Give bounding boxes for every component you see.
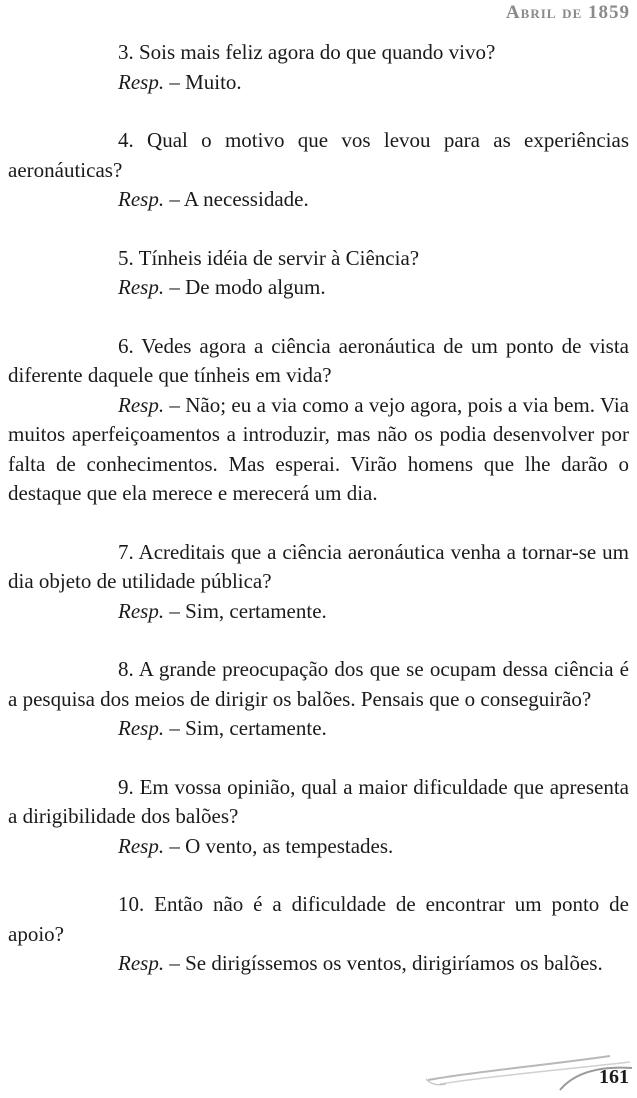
question-text: 4. Qual o motivo que vos levou para as experiências aeronáuticas? [8, 128, 629, 182]
answer-text: – Não; eu a via como a vejo agora, pois a via bem. Via muitos aperfeiçoamentos a introduzir, mas não os podia desenvolver por falta de conhecimentos. Mas esperai. Virão homens que lhe darão o destaque que ela merece e merecerá um dia. [8, 392, 629, 505]
question-text: 5. Tínheis idéia de servir à Ciência? [118, 245, 420, 270]
answer-paragraph [8, 273, 629, 303]
qa-item-4 [8, 126, 629, 215]
answer-text: – Se dirigíssemos os ventos, dirigiríamos os balões. [164, 951, 603, 975]
question-text: 3. Sois mais feliz agora do que quando vivo? [118, 40, 496, 64]
resp-label: Resp. [118, 69, 165, 94]
answer-paragraph [8, 185, 629, 215]
qa-item-8 [8, 655, 629, 744]
question-text: 6. Vedes agora a ciência aeronáutica de um ponto de vista diferente daquele que tínheis em vida? [8, 333, 629, 387]
running-head: Abril de 1859 [505, 2, 630, 23]
answer-text: – De modo algum. [164, 275, 326, 299]
answer-paragraph [8, 949, 629, 979]
qa-item-7 [8, 538, 629, 627]
answer-text: – Sim, certamente. [164, 598, 327, 623]
page-body [8, 38, 629, 1008]
qa-item-9 [8, 773, 629, 862]
resp-label: Resp. [118, 951, 165, 975]
resp-label: Resp. [118, 716, 165, 740]
answer-text: – Sim, certamente. [164, 716, 327, 740]
answer-text: – Muito. [164, 69, 242, 94]
answer-text: – O vento, as tempestades. [164, 833, 394, 858]
page-number: 161 [599, 1066, 629, 1088]
qa-item-6 [8, 332, 629, 509]
answer-paragraph [8, 68, 629, 98]
question-text: 10. Então não é a dificuldade de encontrar um ponto de apoio? [8, 892, 629, 946]
resp-label: Resp. [118, 187, 165, 211]
page-footer [0, 1046, 637, 1098]
answer-paragraph [8, 391, 629, 509]
resp-label: Resp. [118, 392, 165, 417]
question-text: 8. A grande preocupação dos que se ocupam dessa ciência é a pesquisa dos meios de dirigir os balões. Pensais que o conseguirão? [8, 657, 629, 711]
question-text: 9. Em vossa opinião, qual a maior dificuldade que apresenta a dirigibilidade dos balões? [8, 774, 629, 828]
resp-label: Resp. [118, 598, 165, 623]
answer-paragraph [8, 832, 629, 862]
page-number-ornament [0, 1046, 637, 1098]
resp-label: Resp. [118, 275, 165, 299]
qa-item-5 [8, 244, 629, 303]
qa-item-10 [8, 890, 629, 979]
answer-paragraph [8, 714, 629, 744]
answer-text: – A necessidade. [164, 187, 309, 211]
question-text: 7. Acreditais que a ciência aeronáutica venha a tornar-se um dia objeto de utilidade pública? [8, 539, 629, 593]
answer-paragraph [8, 597, 629, 627]
resp-label: Resp. [118, 833, 165, 858]
qa-item-3 [8, 38, 629, 97]
